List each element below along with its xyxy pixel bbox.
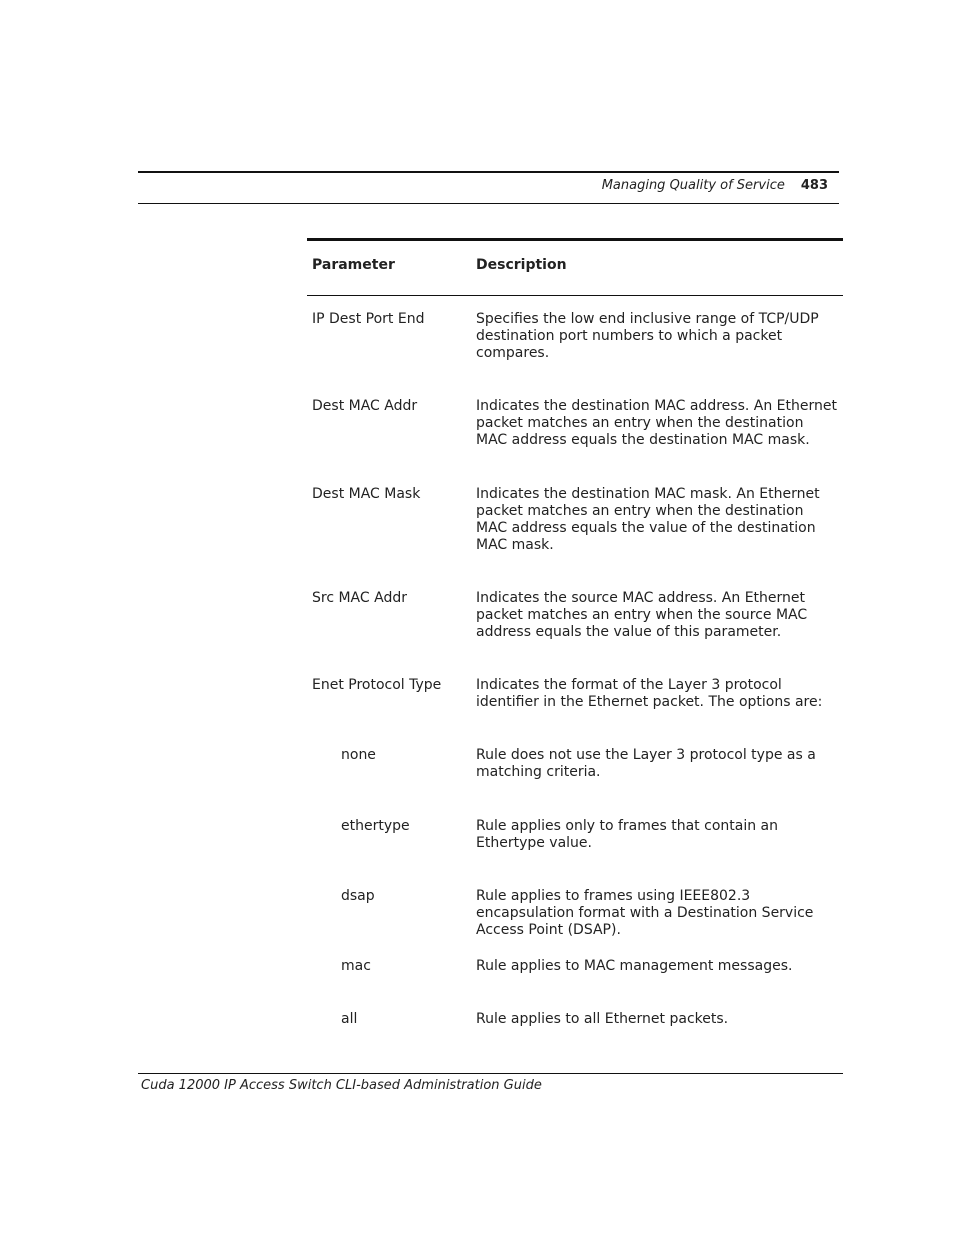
row-parameter: IP Dest Port End (312, 311, 425, 327)
row-description: Indicates the source MAC address. An Ethernet packet matches an entry when the source MAC address equals the value of this parameter. (476, 590, 808, 640)
running-head (602, 178, 828, 194)
column-header-parameter: Parameter (312, 257, 395, 273)
row-description: Indicates the format of the Layer 3 protocol identifier in the Ethernet packet. The options are: (476, 677, 823, 710)
row-parameter: Dest MAC Addr (312, 398, 418, 414)
header-rule-top (138, 171, 839, 173)
row-description: Rule applies to all Ethernet packets. (476, 1011, 729, 1027)
table-top-rule (307, 238, 843, 241)
row-description: Indicates the destination MAC mask. An Ethernet packet matches an entry when the destination MAC address equals the value of the destination MAC mask. (476, 486, 820, 553)
header-rule-bottom (138, 203, 839, 204)
row-description: Rule applies to frames using IEEE802.3 encapsulation format with a Destination Service Access Point (DSAP). (476, 888, 814, 938)
row-parameter: mac (341, 958, 371, 974)
row-parameter: Src MAC Addr (312, 590, 407, 606)
row-parameter: none (341, 747, 376, 763)
row-parameter: Enet Protocol Type (312, 677, 442, 693)
row-description: Indicates the destination MAC address. An Ethernet packet matches an entry when the destination MAC address equals the destination MAC mask. (476, 398, 837, 448)
footer-rule (138, 1073, 843, 1074)
row-description: Rule does not use the Layer 3 protocol type as a matching criteria. (476, 747, 816, 780)
row-parameter: dsap (341, 888, 375, 904)
page-number: 483 (800, 178, 828, 193)
column-header-description: Description (476, 257, 567, 273)
table-header-rule (307, 295, 843, 296)
row-description: Rule applies only to frames that contain an Ethertype value. (476, 818, 778, 851)
row-parameter: all (341, 1011, 358, 1027)
row-parameter: ethertype (341, 818, 410, 834)
row-description: Specifies the low end inclusive range of TCP/UDP destination port numbers to which a packet compares. (476, 311, 819, 361)
row-description: Rule applies to MAC management messages. (476, 958, 793, 974)
section-title: Managing Quality of Service (601, 178, 785, 193)
footer-title: Cuda 12000 IP Access Switch CLI-based Administration Guide (141, 1078, 542, 1093)
row-parameter: Dest MAC Mask (312, 486, 421, 502)
